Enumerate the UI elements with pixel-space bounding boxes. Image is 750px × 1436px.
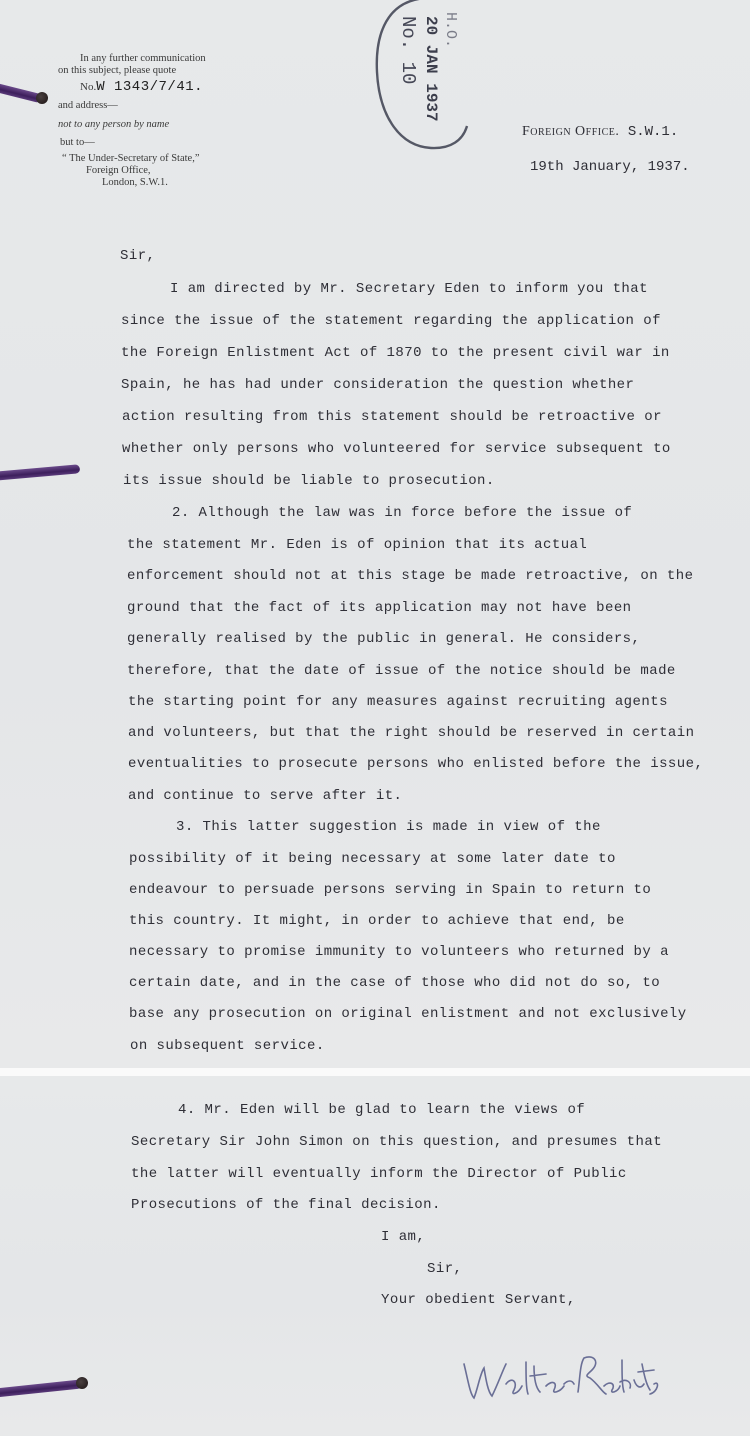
received-stamp <box>367 0 475 154</box>
body-line: this country. It might, in order to achieve that end, be <box>129 913 625 929</box>
ref-line-7: “ The Under-Secretary of State,” <box>62 153 200 164</box>
body-line: action resulting from this statement should be retroactive or <box>122 409 662 425</box>
stamp-line-1: H.O. <box>442 12 459 49</box>
ref-line-8: Foreign Office, <box>86 165 151 176</box>
sender-postcode: S.W.1. <box>627 124 679 140</box>
body-line: 4. Mr. Eden will be glad to learn the views of <box>178 1102 586 1118</box>
body-line: eventualities to prosecute persons who enlisted before the issue, <box>128 756 704 772</box>
body-line: on subsequent service. <box>130 1038 325 1054</box>
body-line: I am directed by Mr. Secretary Eden to inform you that <box>170 281 648 297</box>
stamp-line-3: No. 10 <box>397 16 419 85</box>
body-line: its issue should be liable to prosecution. <box>123 473 495 489</box>
body-line: enforcement should not at this stage be made retroactive, on the <box>127 568 694 584</box>
salutation: Sir, <box>120 248 156 264</box>
letter-date: 19th January, 1937. <box>530 159 690 175</box>
body-line: Secretary Sir John Simon on this question, and presumes that <box>131 1134 663 1150</box>
signature <box>460 1350 660 1410</box>
closing-i-am: I am, <box>381 1229 426 1245</box>
body-line: necessary to promise immunity to volunteers who returned by a <box>129 944 669 960</box>
body-line: certain date, and in the case of those who did not do so, to <box>129 975 661 991</box>
body-line: Spain, he has had under consideration the question whether <box>121 377 635 393</box>
body-line: the Foreign Enlistment Act of 1870 to the present civil war in <box>121 345 670 361</box>
body-line: therefore, that the date of issue of the notice should be made <box>127 663 676 679</box>
closing-servant: Your obedient Servant, <box>381 1292 576 1308</box>
body-line: endeavour to persuade persons serving in Spain to return to <box>129 882 652 898</box>
body-line: ground that the fact of its application may not have been <box>127 600 632 616</box>
body-line: whether only persons who volunteered for service subsequent to <box>122 441 671 457</box>
ref-line-9: London, S.W.1. <box>102 177 168 188</box>
ref-line-6: but to— <box>60 137 95 148</box>
body-line: base any prosecution on original enlistment and not exclusively <box>129 1006 687 1022</box>
ref-line-5: not to any person by name <box>58 119 170 130</box>
binding-knot-bottom <box>76 1377 88 1389</box>
ref-line-2: on this subject, please quote <box>58 65 177 76</box>
ref-number: W 1343/7/41. <box>96 79 204 95</box>
closing-sir: Sir, <box>427 1261 463 1277</box>
body-line: generally realised by the public in general. He considers, <box>127 631 641 647</box>
body-line: the starting point for any measures against recruiting agents <box>128 694 668 710</box>
ref-no-label: No. <box>80 81 97 93</box>
body-line: 2. Although the law was in force before the issue of <box>172 505 633 521</box>
body-line: the latter will eventually inform the Director of Public <box>131 1166 627 1182</box>
stamp-line-2: 20 JAN 1937 <box>422 16 440 122</box>
body-line: and volunteers, but that the right should be reserved in certain <box>128 725 695 741</box>
body-line: 3. This latter suggestion is made in view of the <box>176 819 601 835</box>
foreign-office-label: Foreign Office. <box>522 124 620 139</box>
body-line: the statement Mr. Eden is of opinion that its actual <box>127 537 588 553</box>
body-line: and continue to serve after it. <box>128 788 403 804</box>
body-line: Prosecutions of the final decision. <box>131 1197 441 1213</box>
ref-line-4: and address— <box>58 100 118 111</box>
page-gap <box>0 1068 750 1076</box>
sender-address <box>522 124 678 140</box>
body-line: since the issue of the statement regarding the application of <box>121 313 661 329</box>
ref-number-line <box>80 81 203 94</box>
body-line: possibility of it being necessary at some later date to <box>129 851 616 867</box>
ref-line-1: In any further communication <box>80 53 206 64</box>
binding-knot-top <box>36 92 48 104</box>
